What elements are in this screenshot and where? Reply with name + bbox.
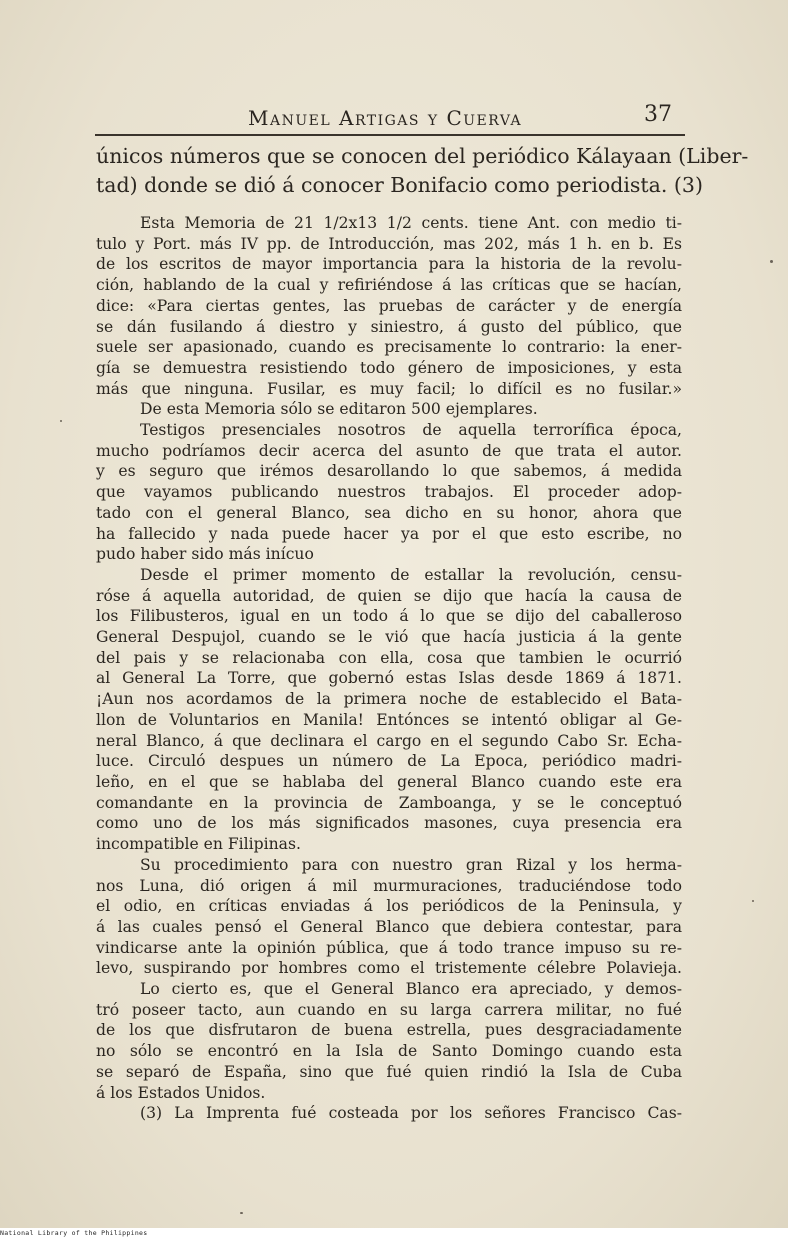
text-line: nos Luna, dió origen á mil murmuraciones, traduciéndose todo <box>96 876 682 895</box>
text-line: no sólo se encontró en la Isla de Santo Domingo cuando esta <box>96 1042 682 1061</box>
text-line: vindicarse ante la opinión pública, que á todo trance impuso su re- <box>96 938 682 957</box>
text-line: Testigos presenciales nosotros de aquella terrorífica época, <box>140 421 682 440</box>
text-line: se dán fusilando á diestro y siniestro, á gusto del público, que <box>96 317 682 336</box>
text-line: dice: «Para ciertas gentes, las pruebas de carácter y de energía <box>96 296 682 315</box>
text-line: tado con el general Blanco, sea dicho en su honor, ahora que <box>96 503 682 522</box>
running-head <box>248 102 678 132</box>
text-line: Su procedimiento para con nuestro gran Rizal y los herma- <box>140 855 682 874</box>
text-line: á las cuales pensó el General Blanco que debiera contestar, para <box>96 917 682 936</box>
text-line: ha fallecido y nada puede hacer ya por el que esto escribe, no <box>96 524 682 543</box>
lead-line: únicos números que se conocen del periódico Kálayaan (Liber- <box>96 144 749 168</box>
text-line: Esta Memoria de 21 1/2x13 1/2 cents. tiene Ant. con medio ti- <box>140 214 682 232</box>
text-line: y es seguro que irémos desarollando lo que sabemos, á medida <box>96 462 682 481</box>
text-line: tulo y Port. más IV pp. de Introducción, mas 202, más 1 h. en b. Es <box>96 234 682 253</box>
library-credit: National Library of the Philippines <box>0 1229 148 1237</box>
text-line: De esta Memoria sólo se editaron 500 ejemplares. <box>140 400 538 419</box>
text-line: el odio, en críticas enviadas á los periódicos de la Peninsula, y <box>96 897 682 916</box>
text-line: leño, en el que se hablaba del general Blanco cuando este era <box>96 772 682 791</box>
page-number: 37 <box>644 102 672 127</box>
text-line: al General La Torre, que gobernó estas Islas desde 1869 á 1871. <box>96 669 682 688</box>
paper-speck <box>770 260 773 263</box>
text-line: neral Blanco, á que declinara el cargo en el segundo Cabo Sr. Echa- <box>96 731 682 750</box>
text-line: Lo cierto es, que el General Blanco era apreciado, y demos- <box>140 980 682 999</box>
text-line: más que ninguna. Fusilar, es muy facil; lo difícil es no fusilar.» <box>96 379 682 398</box>
text-line: á los Estados Unidos. <box>96 1083 266 1102</box>
header-rule <box>95 134 685 136</box>
text-line: gía se demuestra resistiendo todo género de imposiciones, y esta <box>96 358 682 377</box>
text-line: llon de Voluntarios en Manila! Entónces se intentó obligar al Ge- <box>96 710 682 729</box>
paragraph-gap <box>96 200 682 213</box>
text-line: de los escritos de mayor importancia para la historia de la revolu- <box>96 255 682 274</box>
paper-speck <box>240 1212 243 1214</box>
text-line: que vayamos publicando nuestros trabajos. El proceder adop- <box>96 483 682 502</box>
text-line: General Despujol, cuando se le vió que hacía justicia á la gente <box>96 628 682 647</box>
text-line: incompatible en Filipinas. <box>96 835 301 854</box>
paper-speck <box>60 420 62 422</box>
text-line: levo, suspirando por hombres como el tristemente célebre Polavieja. <box>96 959 682 978</box>
text-line: como uno de los más significados masones, cuya presencia era <box>96 814 682 833</box>
text-line: luce. Circuló despues un número de La Epoca, periódico madri- <box>96 752 682 771</box>
text-line: ¡Aun nos acordamos de la primera noche de establecido el Bata- <box>96 690 682 709</box>
text-line: los Filibusteros, igual en un todo á lo que se dijo del caballeroso <box>96 607 682 626</box>
text-line: Desde el primer momento de estallar la revolución, censu- <box>140 565 682 584</box>
text-line: se separó de España, sino que fué quien rindió la Isla de Cuba <box>96 1062 682 1081</box>
text-line: suele ser apasionado, cuando es precisamente lo contrario: la ener- <box>96 338 682 357</box>
text-line: tró poseer tacto, aun cuando en su larga carrera militar, no fué <box>96 1000 682 1019</box>
lead-line: tad) donde se dió á conocer Bonifacio como periodista. (3) <box>96 173 703 197</box>
running-title: Manuel Artigas y Cuerva <box>248 106 523 130</box>
text-line: comandante en la provincia de Zamboanga, y se le conceptuó <box>96 793 682 812</box>
paper-speck <box>752 900 754 902</box>
text-line: ción, hablando de la cual y refiriéndose á las críticas que se hacían, <box>96 276 682 295</box>
text-line: de los que disfrutaron de buena estrella, pues desgraciadamente <box>96 1021 682 1040</box>
text-line: róse á aquella autoridad, de quien se dijo que hacía la causa de <box>96 586 682 605</box>
footnote-line: (3) La Imprenta fué costeada por los señores Francisco Cas- <box>140 1104 682 1123</box>
text-line: pudo haber sido más inícuo <box>96 545 314 564</box>
text-line: mucho podríamos decir acerca del asunto de que trata el autor. <box>96 441 682 460</box>
text-line: del pais y se relacionaba con ella, cosa que tambien le ocurrió <box>96 648 682 667</box>
page-text <box>96 142 749 1124</box>
